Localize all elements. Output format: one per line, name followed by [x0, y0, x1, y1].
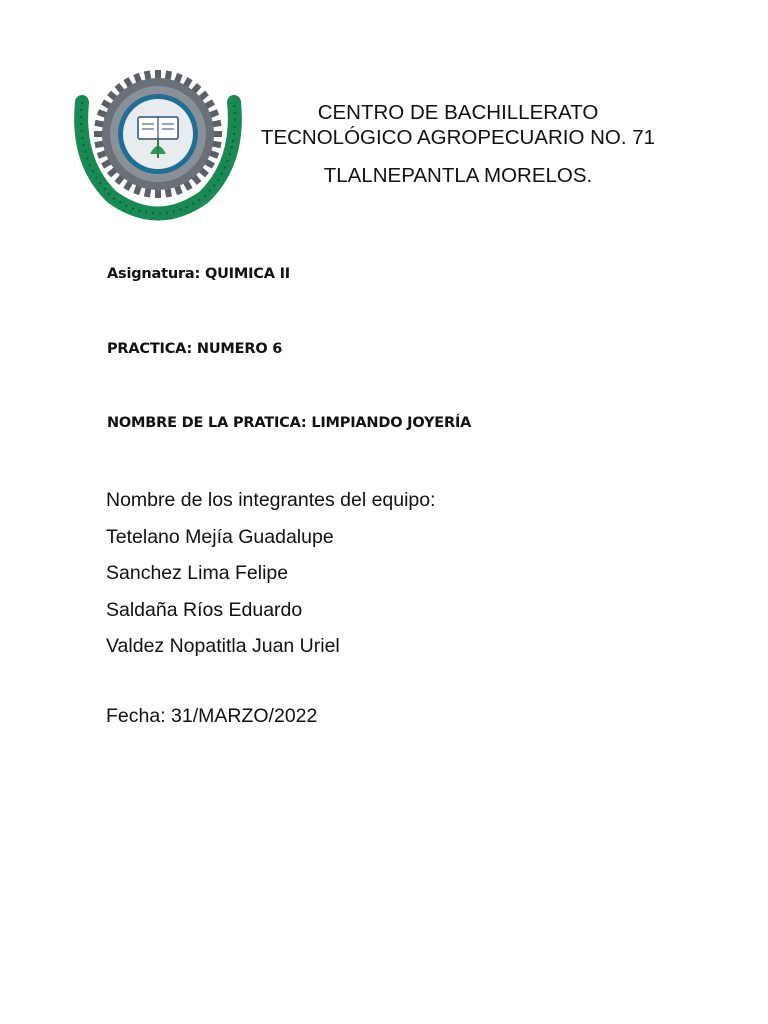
school-location: TLALNEPANTLA MORELOS. [323, 164, 593, 187]
team-member: Tetelano Mejía Guadalupe [106, 525, 334, 548]
team-heading: Nombre de los integrantes del equipo: [106, 489, 436, 511]
team-member: Saldaña Ríos Eduardo [106, 598, 303, 621]
school-seal-logo [72, 62, 244, 222]
practice-name-field: NOMBRE DE LA PRATICA: LIMPIANDO JOYERÍA [107, 415, 472, 431]
team-member: Valdez Nopatitla Juan Uriel [106, 635, 340, 657]
school-name-line-2: TECNOLÓGICO AGROPECUARIO NO. 71 [260, 126, 656, 149]
subject-field: Asignatura: QUIMICA II [107, 266, 290, 282]
team-members-list [106, 488, 436, 671]
practice-number-field: PRACTICA: NUMERO 6 [107, 341, 283, 357]
school-header [248, 100, 668, 188]
school-name-line-1: CENTRO DE BACHILLERATO [317, 101, 599, 124]
date-field: Fecha: 31/MARZO/2022 [106, 705, 318, 727]
team-member: Sanchez Lima Felipe [106, 562, 289, 584]
